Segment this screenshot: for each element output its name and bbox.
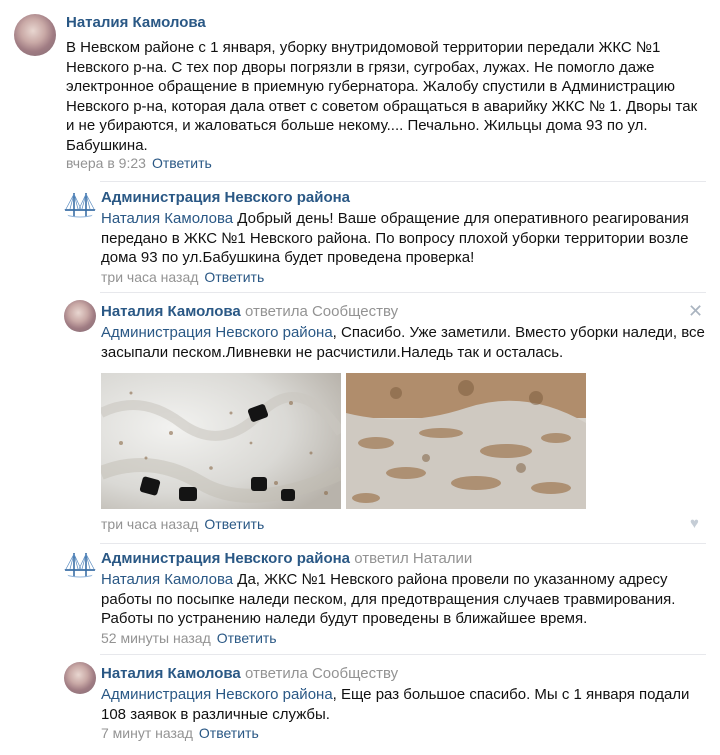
mention-link[interactable]: Администрация Невского района [101,324,333,341]
mention-link[interactable]: Наталия Камолова [101,571,234,588]
comment-text [101,570,701,629]
comment-author[interactable] [101,665,398,682]
comment-text: В Невском районе с 1 января, уборку внутридомовой территории передали ЖКС №1 Невского р-на. С тех пор дворы погрязли в грязи, сугробах, лужах. Не помогло даже электронное обращение в приемную губернатора. Жалобу спустили в Администрацию Невского р-на, которая дала ответ с советом обращаться в аварийку ЖКС № 1. Дворы так и не убираются, и жаловаться больше некому.... Печально. Жильцы дома 93 по ул. Бабушкина. [66,39,698,154]
comment-text [101,209,701,268]
comment-body: , Еще раз большое спасибо. Мы с 1 января подали 108 заявок в различные службы. [101,686,690,723]
avatar[interactable] [64,300,96,332]
avatar[interactable] [64,189,96,221]
comment-author[interactable]: Наталия Камолова [66,14,206,31]
avatar[interactable] [14,14,56,56]
comment-3 [0,292,720,542]
mention-link[interactable]: Администрация Невского района [101,686,333,703]
avatar[interactable] [64,662,96,694]
avatar[interactable] [64,549,96,581]
comment-time[interactable]: 7 минут назад [101,725,193,741]
comment-text [101,685,701,724]
comment-time[interactable]: вчера в 9:23 [66,155,146,171]
reply-target: ответила Сообществу [244,303,399,320]
comment-body: Добрый день! Ваше обращение для оперативного реагирования передано в ЖКС №1 Невского района. По вопросу плохой уборки территории возле дома 93 по ул.Бабушкина будет проведена проверка! [101,210,689,266]
close-icon[interactable]: ✕ [688,301,704,321]
mention-link[interactable]: Наталия Камолова [101,210,234,227]
reply-link[interactable]: Ответить [204,516,265,532]
comment-4 [0,543,720,653]
bridge-logo-icon [64,549,96,581]
author-name[interactable]: Администрация Невского района [101,550,351,567]
comment-body: , Спасибо. Уже заметили. Вместо уборки наледи, все засыпали песком.Ливневки не расчистили.Наледь так и осталась. [101,324,705,361]
photo-sandy-ice[interactable] [346,373,586,509]
comment-1 [0,0,720,180]
reply-link[interactable]: Ответить [151,155,212,171]
comment-meta [101,630,277,646]
reply-target: ответила Сообществу [244,665,399,682]
comment-author[interactable] [101,550,472,567]
comment-2 [0,181,720,291]
author-name[interactable]: Наталия Камолова [101,665,241,682]
comment-time[interactable]: три часа назад [101,516,199,532]
comment-text [101,323,706,362]
comment-meta [66,155,212,171]
like-heart-icon[interactable]: ♥ [690,515,699,532]
comment-time[interactable]: 52 минуты назад [101,630,211,646]
author-name[interactable]: Наталия Камолова [101,303,241,320]
comment-author[interactable] [101,303,398,320]
comment-author[interactable]: Администрация Невского района [101,189,351,206]
comment-5 [0,654,720,755]
comment-body: Да, ЖКС №1 Невского района провели по указанному адресу работы по посыпке наледи песком, для предотвращения случаев травмирования. Работы по устранению наледи будут проведены в ближайшее время. [101,571,676,627]
comment-meta [101,725,259,741]
comment-meta [101,516,264,532]
reply-link[interactable]: Ответить [216,630,277,646]
photo-snow-stones[interactable] [101,373,341,509]
reply-target: ответил Наталии [354,550,473,567]
comment-meta [101,269,264,285]
bridge-logo-icon [64,189,96,221]
reply-link[interactable]: Ответить [204,269,265,285]
comment-time[interactable]: три часа назад [101,269,199,285]
reply-link[interactable]: Ответить [198,725,259,741]
